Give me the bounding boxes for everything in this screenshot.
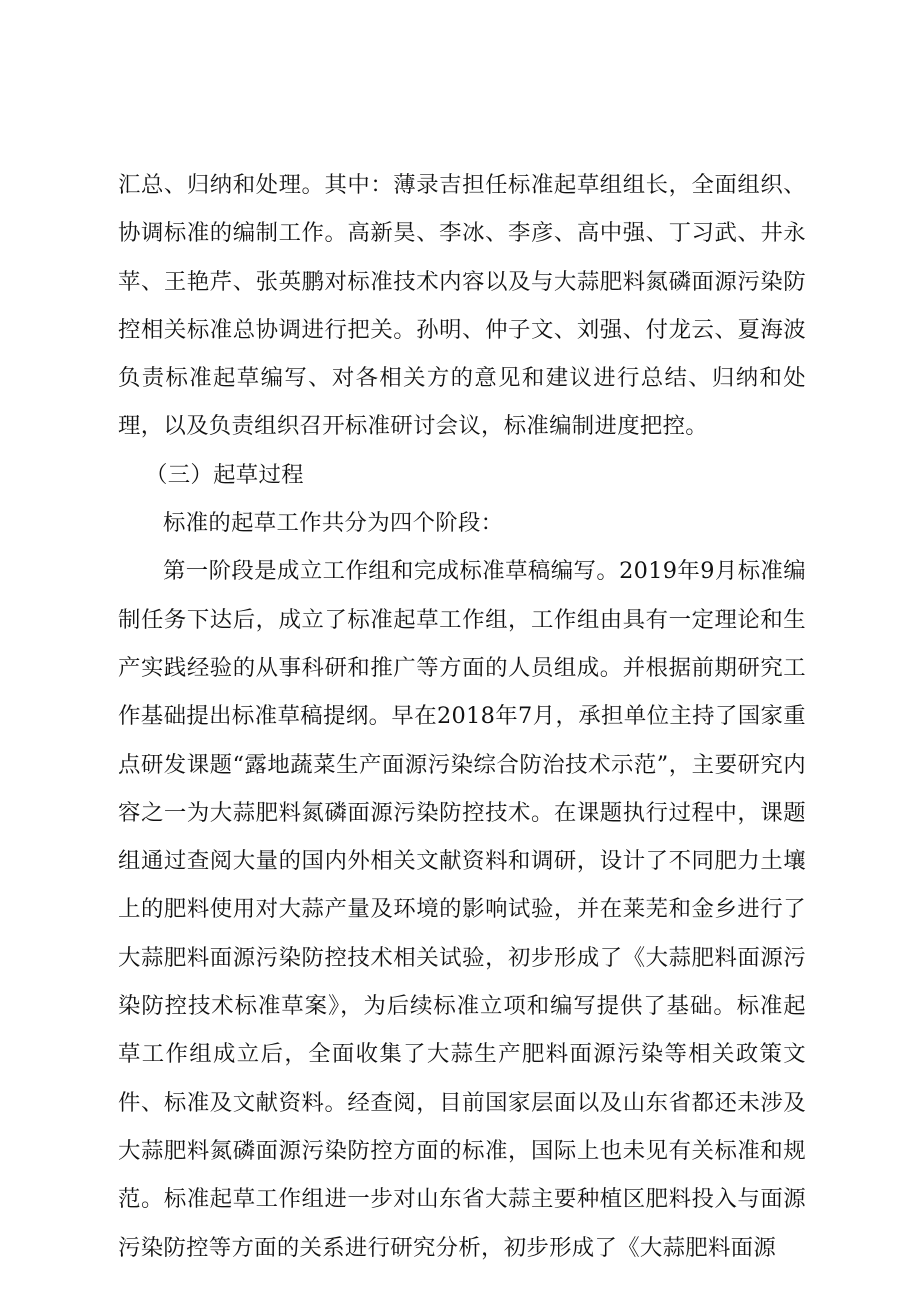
document-body	[118, 161, 806, 1272]
paragraph-stage-one: 第一阶段是成立工作组和完成标准草稿编写。2019年9月标准编制任务下达后，成立了标准起草工作组，工作组由具有一定理论和生产实践经验的从事科研和推广等方面的人员组成。并根据前期研究工作基础提出标准草稿提纲。早在2018年7月，承担单位主持了国家重点研发课题“露地蔬菜生产面源污染综合防治技术示范”，主要研究内容之一为大蒜肥料氮磷面源污染防控技术。在课题执行过程中，课题组通过查阅大量的国内外相关文献资料和调研，设计了不同肥力土壤上的肥料使用对大蒜产量及环境的影响试验，并在莱芜和金乡进行了大蒜肥料面源污染防控技术相关试验，初步形成了《大蒜肥料面源污染防控技术标准草案》，为后续标准立项和编写提供了基础。标准起草工作组成立后，全面收集了大蒜生产肥料面源污染等相关政策文件、标准及文献资料。经查阅，目前国家层面以及山东省都还未涉及大蒜肥料氮磷面源污染防控方面的标准，国际上也未见有关标准和规范。标准起草工作组进一步对山东省大蒜主要种植区肥料投入与面源污染防控等方面的关系进行研究分析，初步形成了《大蒜肥料面源	[118, 558, 806, 1261]
paragraph-continued: 汇总、归纳和处理。其中：薄录吉担任标准起草组组长，全面组织、协调标准的编制工作。高新昊、李冰、李彦、高中强、丁习武、井永苹、王艳芹、张英鹏对标准技术内容以及与大蒜肥料氮磷面源污染防控相关标准总协调进行把关。孙明、仲子文、刘强、付龙云、夏海波负责标准起草编写、对各相关方的意见和建议进行总结、归纳和处理，以及负责组织召开标准研讨会议，标准编制进度把控。	[118, 172, 806, 440]
section-heading-drafting-process: （三）起草过程	[145, 461, 304, 488]
paragraph-stages-intro: 标准的起草工作共分为四个阶段：	[163, 510, 504, 537]
